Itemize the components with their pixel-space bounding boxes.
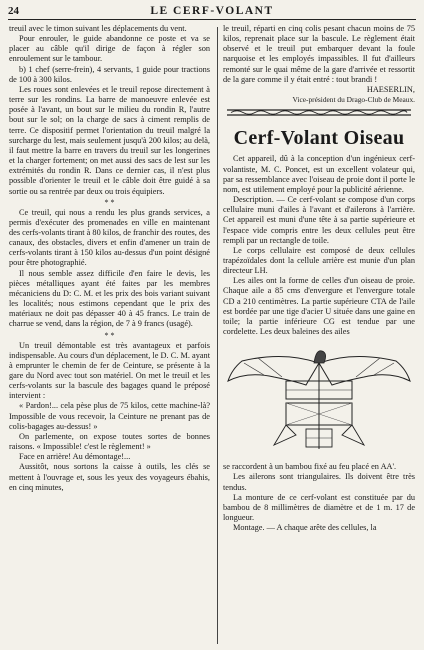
paragraph: La monture de ce cerf-volant est constituée par du bambou de 8 millimètres de diamètre et de 1 m. 17 de longueur. — [223, 492, 415, 522]
article-title: Cerf-Volant Oiseau — [233, 127, 405, 150]
paragraph: b) 1 chef (serre-frein), 4 servants, 1 guide pour tractions de 100 à 300 kilos. — [9, 64, 210, 84]
paragraph: Description. — Ce cerf-volant se compose d'un corps cellulaire muni d'ailes à l'avant et d'ailerons à l'arrière. Cet appareil est muni d'une tête à sa partie supérieure et l'espace vide compris entre les deux cellules peut être rempli par un rectangle de toile. — [223, 195, 415, 245]
section-separator: * * — [104, 330, 115, 340]
paragraph: Ce treuil, qui nous a rendu les plus grands services, a permis d'exécuter des promenades en ville en maintenant des cerfs-volants tirant à 80 kilos, de franchir des routes, des canaux, des obstacles, divers et enfin d'amener un train de cerfs-volants tirant à 150 kilos au-dessus d'un point désigné pour être photographié. — [9, 207, 210, 268]
signature-name: HAESERLIN, — [366, 84, 415, 94]
right-column — [223, 24, 415, 533]
left-column — [9, 24, 210, 493]
signature-role: Vice-président du Drago-Club de Meaux. — [292, 95, 415, 105]
paragraph: Les roues sont enlevées et le treuil repose directement à terre sur les rondins. La barre de manoeuvre enlevée est posée à l'avant, un bout sur le milieu du rondin R, l'autre bout sur le sol; on la charge de sacs à ciment remplis de terre. Ce dispositif permet l'orientation du treuil malgré la surcharge du lest, mais seulement jusqu'à 200 kilos; au delà, il faut mettre la barre en travers du treuil sur les longerines et la charger fortement; on met aussi des sacs de lest sur les extrémités du rondin R. Dans ce dernier cas, il n'est plus possible d'orienter le treuil et le câble doit être guidé à sa sortie ou sa rentrée par deux ou trois équipiers. — [9, 84, 210, 196]
paragraph: Pour enrouler, le guide abandonne ce poste et va se placer au câble qu'il dirige de façon à régler son enroulement sur le tambour. — [9, 34, 210, 64]
paragraph: Les ailerons sont triangulaires. Ils doivent être très tendus. — [223, 472, 415, 492]
paragraph: Face en arrière! Au démontage!... — [19, 452, 131, 462]
paragraph: se raccordent à un bambou fixé au feu placé en AA'. — [223, 462, 397, 472]
page-number: 24 — [8, 5, 19, 17]
paragraph: Un treuil démontable est très avantageux et parfois indispensable. Au cours d'un déplacement, le D. C. M. ayant à emprunter le chemin de fer de Ceinture, se présente à la gare du Nord avec tout son matériel. On met le treuil et les cerfs-volants sur la bascule des bagages quand le préposé intervient : — [9, 340, 210, 401]
paragraph: Le corps cellulaire est composé de deux cellules trapézoïdales dont la cellule arrière est munie d'un plan directeur LH. — [223, 245, 415, 276]
paragraph: Les ailes ont la forme de celles d'un oiseau de proie. Chaque aile a 85 cms d'envergure et l'envergure totale CD a 210 centimètres. La partie supérieure CTA de l'aile est bordée par une tige d'acier U située dans une gaine en toile; la partie inférieure CG est tendue par une cordelette. Les deux baleines des ailes — [223, 276, 415, 337]
paragraph: le treuil, réparti en cinq colis pesant chacun moins de 75 kilos, reprenait place sur la bascule. Le règlement était observé et le treuil put embarquer devant la foule narquoise et les employés impassibles. Il fut d'ailleurs remonté sur le quai même de la gare d'arrivée et ressortit de la gare comme il y était entré : tout brandi ! — [223, 24, 415, 84]
header-rule — [8, 19, 416, 20]
paragraph: Montage. — A chaque arête des cellules, la — [233, 523, 377, 533]
paragraph: On parlemente, on expose toutes sortes de bonnes raisons. « Impossible! c'est le règlement! » — [9, 431, 210, 452]
ornamental-rule — [223, 108, 415, 117]
paragraph: « Pardon!... cela pèse plus de 75 kilos, cette machine-là? Impossible de vous recevoir, la Ceinture ne prenant pas de colis-bagages au-dessus! » — [9, 401, 210, 431]
kite-diagram-figure — [224, 341, 414, 459]
paragraph: treuil avec le timon suivant les déplacements du vent. — [9, 24, 187, 33]
column-divider — [217, 27, 218, 644]
paragraph: Aussitôt, nous sortons la caisse à outils, les clés se mettent à l'ouvrage et, sous les yeux des voyageurs ébahis, en cinq minutes, — [9, 462, 210, 492]
running-title: LE CERF-VOLANT — [150, 5, 274, 17]
paragraph: Cet appareil, dû à la conception d'un ingénieux cerf-volantiste, M. C. Poncet, est un excellent volateur qui, par sa ressemblance avec l'oiseau de proie dont il porte le nom, est utilement employé pour la publicité aérienne. — [223, 154, 415, 194]
paragraph: Il nous semble assez difficile d'en faire le devis, les pièces métalliques ayant été faites par les membres mécaniciens du D: C. M. et les prix des bois variant suivant les localités; nous estimons cependant que le prix des matériaux ne doit pas dépasser 40 à 45 francs. Le train de charrue se vend, dans la région, de 7 à 9 francs (usagé). — [9, 268, 210, 329]
section-separator: * * — [104, 197, 115, 207]
